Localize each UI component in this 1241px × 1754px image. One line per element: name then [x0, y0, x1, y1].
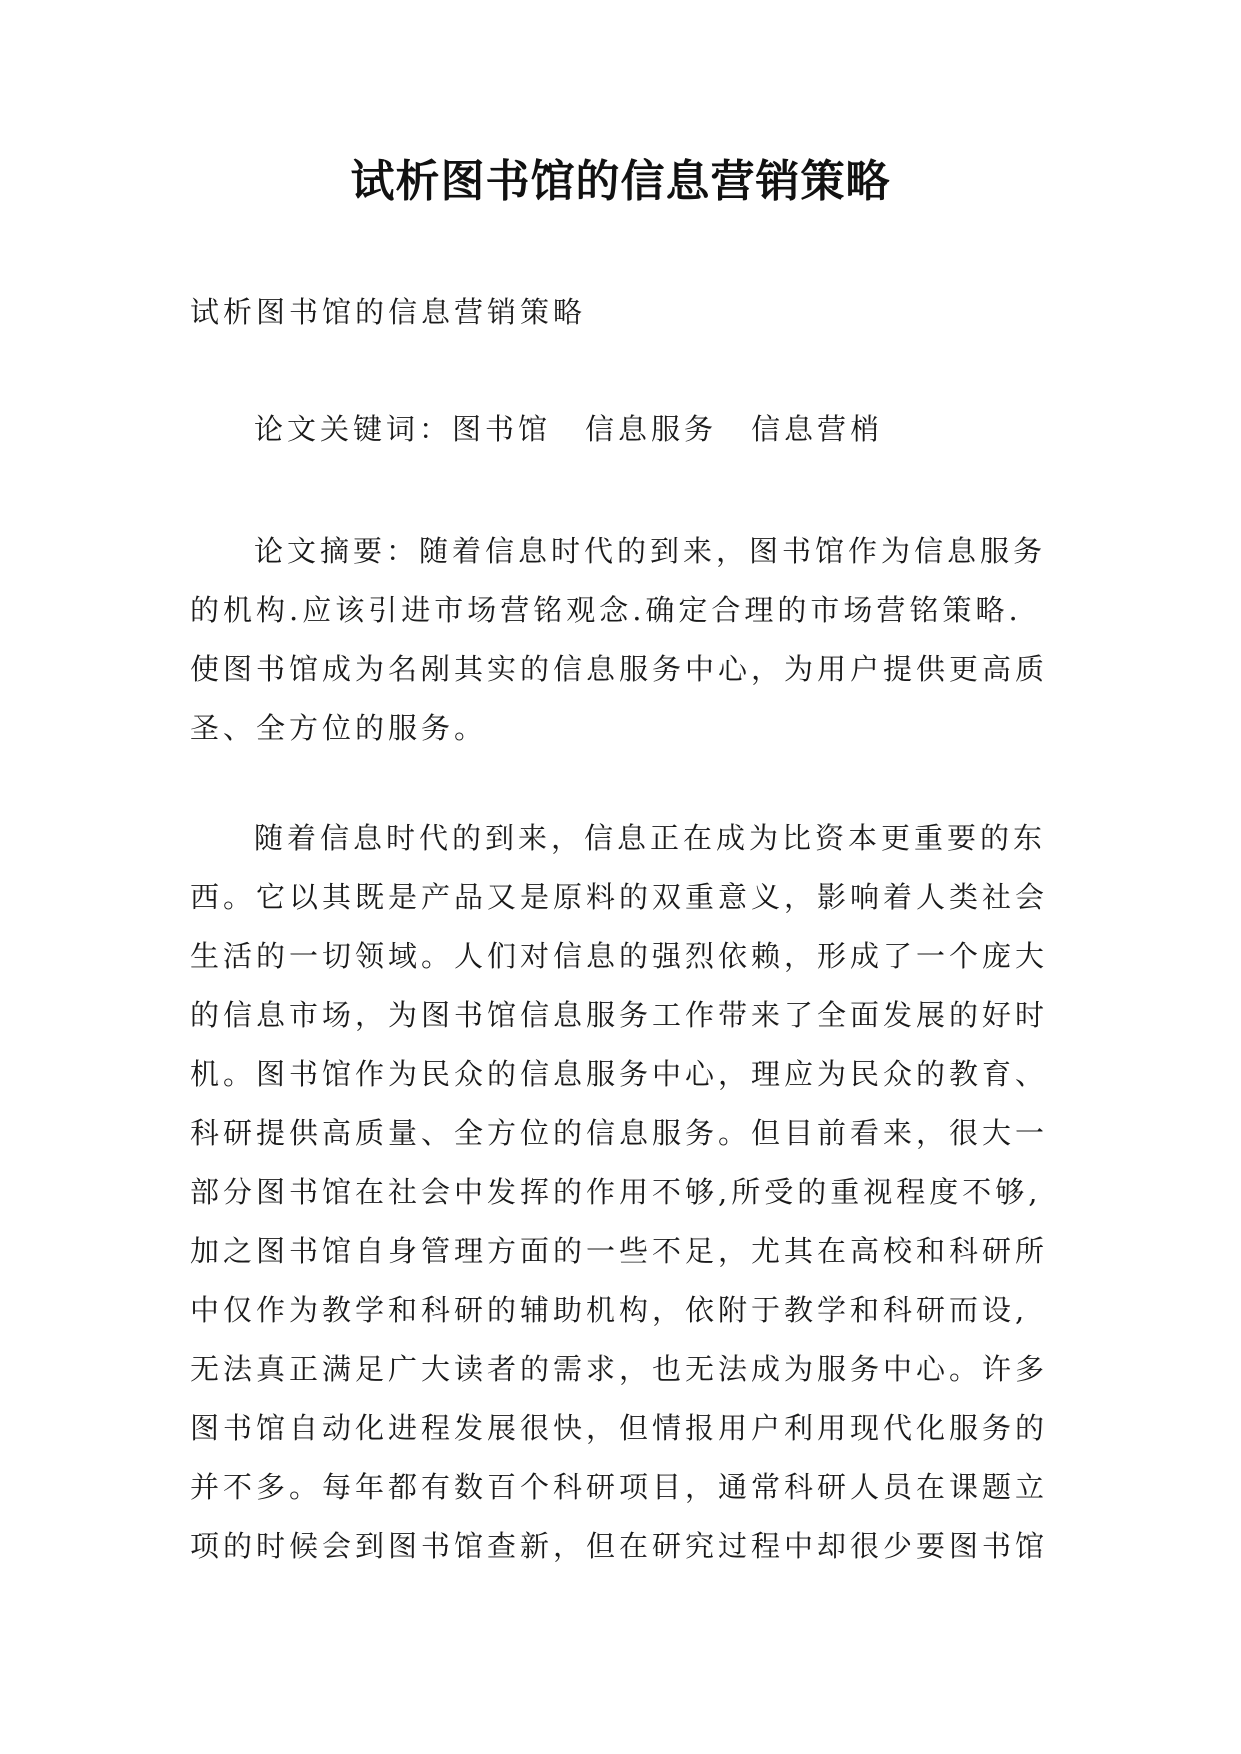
keyword: 信息服务 — [585, 412, 718, 446]
body-line: 图书馆自动化进程发展很快，但情报用户利用现代化服务的 — [190, 1411, 1049, 1445]
body-line: 并不多。每年都有数百个科研项目，通常科研人员在课题立 — [190, 1470, 1049, 1504]
keywords-line — [254, 409, 883, 449]
abstract-line: 圣、全方位的服务。 — [190, 711, 488, 745]
body-line: 加之图书馆自身管理方面的一些不足，尤其在高校和科研所 — [190, 1234, 1049, 1268]
body-line: 随着信息时代的到来，信息正在成为比资本更重要的东 — [254, 821, 1047, 855]
body-line: 生活的一切领域。人们对信息的强烈依赖，形成了一个庞大 — [190, 939, 1049, 973]
abstract-line: 使图书馆成为名剐其实的信息服务中心，为用户提供更高质 — [190, 652, 1049, 686]
document-subtitle: 试析图书馆的信息营销策略 — [190, 295, 587, 329]
abstract-paragraph — [190, 522, 1060, 758]
body-line: 机。图书馆作为民众的信息服务中心，理应为民众的教育、 — [190, 1057, 1049, 1091]
body-line: 中仅作为教学和科研的辅助机构，依附于教学和科研而设, — [190, 1293, 1029, 1327]
body-line: 科研提供高质量、全方位的信息服务。但目前看来，很大一 — [190, 1116, 1049, 1150]
keyword: 图书馆 — [452, 412, 552, 446]
body-line: 项的时候会到图书馆查新，但在研究过程中却很少要图书馆 — [190, 1529, 1049, 1563]
keyword: 信息营梢 — [751, 412, 884, 446]
body-line: 的信息市场，为图书馆信息服务工作带来了全面发展的好时 — [190, 998, 1049, 1032]
abstract-line: 的机构.应该引进市场营铭观念.确定合理的市场营铭策略. — [190, 593, 1022, 627]
body-line: 部分图书馆在社会中发挥的作用不够,所受的重视程度不够, — [190, 1175, 1042, 1209]
abstract-line: 论文摘要：随着信息时代的到来，图书馆作为信息服务 — [254, 534, 1047, 568]
body-line: 西。它以其既是产品又是原料的双重意义，影响着人类社会 — [190, 880, 1049, 914]
keywords-label: 论文关键词： — [254, 412, 453, 446]
body-line: 无法真正满足广大读者的需求，也无法成为服务中心。许多 — [190, 1352, 1049, 1386]
document-title: 试析图书馆的信息营销策略 — [350, 156, 891, 207]
body-paragraph — [190, 809, 1060, 1576]
